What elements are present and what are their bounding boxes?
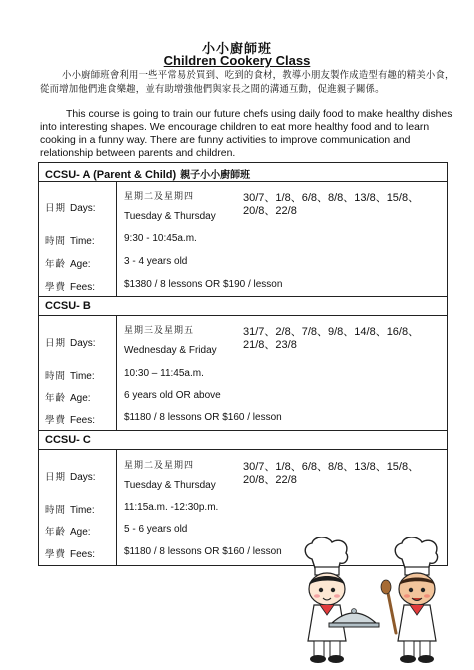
class-c-age: 5 - 6 years old	[124, 524, 188, 535]
chef-kids-illustration	[292, 537, 472, 667]
class-b-fees: $1180 / 8 lessons OR $160 / lesson	[124, 412, 282, 423]
intro-english: This course is going to train our future chefs using daily food to make healthy dishes into interesting shapes. We encourage children to eat more healthy food and to learn cooking in a funny way. There are funny activities to improve communication and relationship between parents and children.	[40, 109, 453, 159]
girl-chef-icon	[305, 537, 379, 663]
class-c-time-label: 時間 Time:	[45, 505, 95, 516]
class-c-time: 11:15a.m. -12:30p.m.	[124, 502, 219, 513]
class-a-days-label: 日期 Days:	[45, 203, 96, 214]
boy-chef-icon	[381, 537, 438, 663]
class-c-days-zh: 星期二及星期四	[124, 461, 195, 471]
class-c-dates: 30/7、1/8、6/8、8/8、13/8、15/8、20/8、22/8	[243, 461, 420, 486]
class-c-days-label: 日期 Days:	[45, 472, 96, 483]
class-a-header	[38, 162, 448, 182]
class-a-age-label: 年齡 Age:	[45, 259, 91, 270]
class-b-time: 10:30 – 11:45a.m.	[124, 368, 204, 379]
class-a-days-en: Tuesday & Thursday	[124, 211, 216, 222]
class-a-time-label: 時間 Time:	[45, 236, 95, 247]
class-a-fees-label: 學費 Fees:	[45, 282, 96, 293]
class-b-fees-label: 學費 Fees:	[45, 415, 96, 426]
intro-chinese: 小小廚師班會利用一些平常易於買到、吃到的食材，教導小朋友製作成造型有趣的精美小食，從而增加他們進食樂趣，並有助增強他們與家長之間的溝通互動，促進親子關係。	[40, 70, 455, 95]
class-c-days-en: Tuesday & Thursday	[124, 480, 216, 491]
class-a-days-zh: 星期二及星期四	[124, 192, 195, 202]
class-a-code-zh: 親子小小廚師班	[180, 170, 251, 181]
class-c-age-label: 年齡 Age:	[45, 527, 91, 538]
class-b-days-label: 日期 Days:	[45, 338, 96, 349]
class-b-days-zh: 星期三及星期五	[124, 326, 195, 336]
class-a-dates: 30/7、1/8、6/8、8/8、13/8、15/8、20/8、22/8	[243, 192, 420, 217]
class-c-header	[38, 430, 448, 450]
class-b-days-en: Wednesday & Friday	[124, 345, 217, 356]
class-c-code: CCSU- C	[45, 434, 91, 446]
class-c-fees-label: 學費 Fees:	[45, 549, 96, 560]
class-a-age: 3 - 4 years old	[124, 256, 188, 267]
class-b-time-label: 時間 Time:	[45, 371, 95, 382]
title-english: Children Cookery Class	[163, 53, 311, 68]
class-c-fees: $1180 / 8 lessons OR $160 / lesson	[124, 546, 282, 557]
class-b-age: 6 years old OR above	[124, 390, 221, 401]
class-b-dates: 31/7、2/8、7/8、9/8、14/8、16/8、21/8、23/8	[243, 326, 420, 351]
title-chinese: 小小廚師班	[201, 42, 272, 57]
class-a-fees: $1380 / 8 lessons OR $190 / lesson	[124, 279, 283, 290]
class-b-code: CCSU- B	[45, 300, 91, 312]
column-divider	[116, 316, 117, 430]
column-divider	[116, 182, 117, 296]
class-b-age-label: 年齡 Age:	[45, 393, 91, 404]
column-divider	[116, 450, 117, 565]
class-a-code: CCSU- A (Parent & Child)	[45, 169, 177, 181]
class-b-header	[38, 296, 448, 316]
class-a-time: 9:30 - 10:45a.m.	[124, 233, 197, 244]
